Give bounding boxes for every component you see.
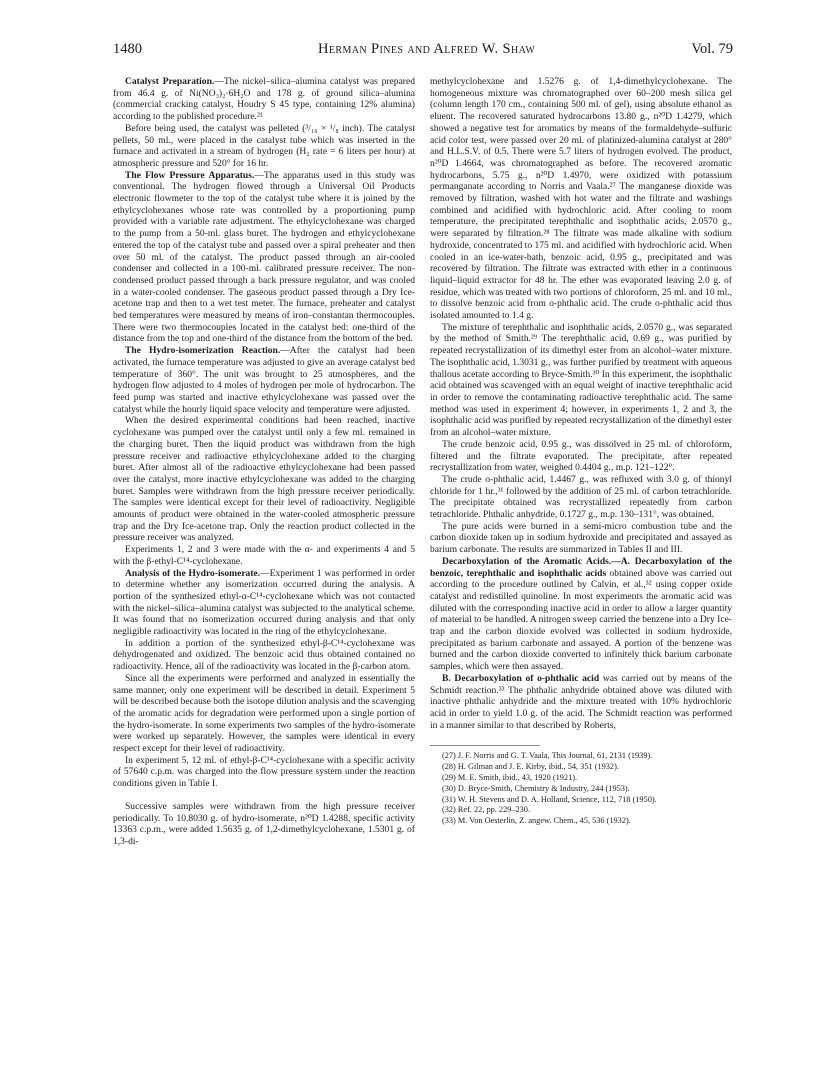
paragraph-text: The mixture of terephthalic and isophthalic acids, 2.0570 g., was separated by the method of Smith.²⁹ The terephthalic acid, 0.69 g., was purified by repeated recrystallization of its dimethyl ester from an alcohol–water mixture. The isophthalic acid, 1.3031 g., was further purified by treatment with aqueous thallous acetate according to Bryce-Smith.³⁰ In this experiment, the isophthalic acid obtained was scavenged with an equal weight of inactive terephthalic acid in order to remove the contaminating radioactive terephthalic acid. The same method was used in experiment 4; however, in experiments 1, 2 and 3, the isophthalic acid was purified by repeated recrystallization of the dimethyl ester from an alcohol–water mixture. bbox=[430, 321, 732, 439]
paragraph-text: —The apparatus used in this study was conventional. The hydrogen flowed through a Universal Oil Products electronic flowmeter to the top of the catalyst tube where it is joined by the ethylcyclohexanes whose rate was controlled by a proportioning pump provided with a variable rate adjustment. The ethylcyclohexane was charged to the pump from a 50-ml. glass buret. The hydrogen and ethylcyclohexane entered the top of the catalyst tube and passed over a spiral preheater and then over 50 ml. of the catalyst. The product passed through an air-cooled condenser and collected in a 100-ml. calibrated pressure receiver. The non-condensed product passed through a back pressure regulator, and was cooled in a water-cooled condenser. The gaseous product passed through a Dry Ice-acetone trap and then to a wet test meter. The furnace, preheater and catalyst bed temperatures were measured by means of iron–constantan thermocouples. There were two thermocouples located in the catalyst bed: one-third of the distance from the top and one-third of the distance from the bottom of the bed. bbox=[113, 169, 415, 345]
paragraph bbox=[430, 322, 732, 439]
section-heading: The Flow Pressure Apparatus. bbox=[125, 169, 255, 181]
paragraph bbox=[430, 521, 732, 556]
volume-label: Vol. 79 bbox=[691, 41, 733, 57]
paragraph bbox=[430, 76, 732, 322]
section-heading: Analysis of the Hydro-isomerate. bbox=[125, 567, 261, 579]
paragraph bbox=[430, 673, 732, 732]
paragraph-text: In addition a portion of the synthesized ethyl-β-C¹⁴-cyclohexane was dehydrogenated and oxidized. The benzoic acid thus obtained contained no radioactivity. Hence, all of the radioactivity was located in the β-carbon atom. bbox=[113, 637, 415, 673]
paragraph bbox=[113, 170, 415, 346]
page-number: 1480 bbox=[113, 41, 142, 57]
section-heading: Catalyst Preparation. bbox=[125, 76, 215, 87]
paragraph bbox=[113, 673, 415, 755]
paragraph-text: —Experiment 1 was performed in order to determine whether any isomerization occurred during the analysis. A portion of the synthesized ethyl-α-C¹⁴-cyclohexane which was not contacted with the nickel–silica–alumina catalyst was subjected to the analytical scheme. It was found that no isomerization occurred during analysis and that only negligible radioactivity was located in the ring of the ethylcyclohexane. bbox=[113, 567, 415, 638]
footnote: (32) Ref. 22, pp. 229–230. bbox=[442, 805, 531, 815]
footnote: (28) H. Gilman and J. E. Kirby, ibid., 54, 351 (1932). bbox=[442, 762, 619, 772]
paragraph bbox=[113, 415, 415, 544]
section-heading: Decarboxylation of the Aromatic Acids.—A. Decarboxylation of the benzoic, terephthalic and isophthalic acids bbox=[430, 555, 732, 579]
paragraph-text: —After the catalyst had been activated, the furnace temperature was adjusted to give an average catalyst bed temperature of 360°. The unit was brought to 25 atmospheres, and the hydrogen flow adjusted to 4 moles of hydrogen per mole of hydrocarbon. The feed pump was started and inactive ethylcyclohexane was passed over the catalyst while the hourly liquid space velocity and temperature were adjusted. bbox=[113, 345, 415, 415]
paragraph bbox=[113, 76, 415, 123]
footnote: (27) J. F. Norris and G. T. Vaala, This Journal, 61, 2131 (1939). bbox=[442, 751, 653, 761]
right-column-text bbox=[430, 76, 732, 731]
footnote: (33) M. Von Oesterlin, Z. angew. Chem., 45, 536 (1932). bbox=[442, 816, 631, 826]
paragraph bbox=[113, 638, 415, 673]
paragraph bbox=[430, 439, 732, 474]
paragraph-text: The crude benzoic acid, 0.95 g., was dissolved in 25 ml. of chloroform, filtered and the filtrate evaporated. The precipitate, after repeated recrystallization from water, weighed 0.4404 g., m.p. 121–122°. bbox=[430, 438, 732, 474]
running-header bbox=[113, 40, 733, 60]
paragraph bbox=[113, 568, 415, 638]
section-heading: B. Decarboxylation of o-phthalic acid bbox=[442, 672, 600, 684]
paragraph-text: Before being used, the catalyst was pelleted (³/₁₆ × ¹/₈ inch). The catalyst pellets, 50 ml., were placed in the catalyst tube which was inserted in the furnace and activated in a stream of hydrogen (H₂ rate = 6 liters per hour) at atmospheric pressure and 520° for 16 hr. bbox=[113, 122, 415, 169]
paragraph-text: The crude o-phthalic acid, 1.4467 g., was refluxed with 3.0 g. of thionyl chloride for 1 hr.,³¹ followed by the addition of 25 ml. of carbon tetrachloride. The precipitate obtained was recrystallized repeatedly from carbon tetrachloride. Phthalic anhydride, 0.1727 g., m.p. 130–131°, was obtained. bbox=[430, 473, 732, 521]
paragraph-text: —The nickel–silica–alumina catalyst was prepared from 46.4 g. of Ni(NO₃)₂·6H₂O and 178 g. of ground silica–alumina (commercial cracking catalyst, Houdry S 45 type, containing 12% alumina) according to the published procedure.²¹ bbox=[113, 76, 415, 123]
paragraph-text: In experiment 5, 12 ml. of ethyl-β-C¹⁴-cyclohexane with a specific activity of 57640 c.p.m. was charged into the flow pressure system under the reaction conditions given in Table I. bbox=[113, 754, 415, 790]
paragraph-text: methylcyclohexane and 1.5276 g. of 1,4-dimethylcyclohexane. The homogeneous mixture was chromatographed over 60–200 mesh silica gel (column length 170 cm., containing 500 ml. of gel), using absolute ethanol as eluent. The recovered saturated hydrocarbons 13.80 g., n²⁰D 1.4279, which showed a negative test for aromatics by means of the formaldehyde–sulfuric acid color test, were passed over 20 ml. of platinized-alumina catalyst at 280° and H.L.S.V. of 0.5. There were 5.7 liters of hydrogen evolved. The product, n²⁰D 1.4664, was chromatographed as before. The recovered aromatic hydrocarbons, 5.75 g., n²⁰D 1.4970, were oxidized with potassium permanganate according to Norris and Vaala.²⁷ The manganese dioxide was removed by filtration, washed with hot water and the filtrate and washings combined and acidified with hydrochloric acid. After cooling to room temperature, the precipitated terephthalic and isophthalic acids, 2.0570 g., were separated by filtration.²⁸ The filtrate was made alkaline with sodium hydroxide, concentrated to 175 ml. and acidified with hydrochloric acid. When cooled in an ice-water-bath, benzoic acid, 0.95 g., precipitated and was recovered by filtration. The filtrate was extracted with ether in a continuous liquid–liquid extractor for 48 hr. The ether was evaporated leaving 2.0 g. of residue, which was treated with two portions of chloroform, 25 ml. and 10 ml., to dissolve benzoic acid from o-phthalic acid. The crude o-phthalic acid thus isolated amounted to 1.4 g. bbox=[430, 76, 732, 322]
paragraph bbox=[113, 755, 415, 790]
left-column bbox=[113, 76, 415, 848]
paragraph-text: Since all the experiments were performed and analyzed in essentially the same manner, only one experiment will be described in detail. Experiment 5 will be described because both the isotope dilution analysis and the scavenging of the aromatic acids for degradation were performed upon a single portion of the hydro-isomerate. In some experiments two samples of the hydro-isomerate were worked up separately. However, the samples were identical in every respect except for their level of radioactivity. bbox=[113, 672, 415, 755]
footnote: (30) D. Bryce-Smith, Chemistry & Industry, 244 (1953). bbox=[442, 783, 630, 793]
paragraph-text: obtained above was carried out according to the procedure outlined by Calvin, et al.,³² using copper oxide catalyst and redistilled quinoline. In most experiments the aromatic acid was diluted with the corresponding inactive acid in order to allow a larger quantity of material to be handled. A nitrogen sweep carried the benzene into a Dry Ice-trap and the carbon dioxide evolved was collected in sodium hydroxide, precipitated as barium carbonate and assayed. A portion of the benzene was burned and the carbon dioxide converted to infinitely thick barium carbonate samples, which were then assayed. bbox=[430, 567, 732, 673]
right-column bbox=[430, 76, 732, 827]
paragraph bbox=[113, 345, 415, 415]
paragraph-text: was carried out by means of the Schmidt reaction.³³ The phthalic anhydride obtained above was diluted with inactive phthalic anhydride and the mixture treated with 10% hydrochloric acid in order to yield 1.0 g. of the acid. The Schmidt reaction was performed in a manner similar to that described by Roberts, bbox=[430, 672, 733, 731]
paragraph-text: Successive samples were withdrawn from the high pressure receiver periodically. To 10.8030 g. of hydro-isomerate, n²⁰D 1.4288, specific activity 13363 c.p.m., were added 1.5635 g. of 1,2-dimethylcyclohexane, 1.5301 g. of 1,3-di- bbox=[113, 800, 415, 847]
paragraph bbox=[113, 544, 415, 567]
footnote: (29) M. E. Smith, ibid., 43, 1920 (1921). bbox=[442, 772, 578, 782]
section-heading: The Hydro-isomerization Reaction. bbox=[125, 345, 281, 357]
footnote-rule bbox=[430, 745, 540, 746]
paragraph-text: Experiments 1, 2 and 3 were made with the α- and experiments 4 and 5 with the β-ethyl-C¹⁴-cyclohexane. bbox=[113, 544, 415, 567]
running-head-authors: Herman Pines and Alfred W. Shaw bbox=[318, 41, 536, 57]
paragraph-text: When the desired experimental conditions had been reached, inactive cyclohexane was pumped over the catalyst until only a few ml. remained in the charging buret. Then the liquid product was withdrawn from the high pressure receiver and radioactive ethylcyclohexane added to the charging buret. After almost all of the radioactive ethylcyclohexane had been passed over the catalyst, more inactive ethylcyclohexane was added to the charging buret. Samples were withdrawn from the high pressure receiver periodically. The samples were identical except for their level of radioactivity. Negligible amounts of product were obtained in the water-cooled atmospheric pressure trap and the Dry Ice-acetone trap. Only the reaction product collected in the pressure receiver was analyzed. bbox=[113, 415, 415, 544]
paragraph bbox=[430, 474, 732, 521]
footnotes bbox=[430, 751, 732, 827]
paragraph-text: The pure acids were burned in a semi-micro combustion tube and the carbon dioxide taken up in sodium hydroxide and precipitated and assayed as barium carbonate. The results are summarized in Tables II and III. bbox=[430, 520, 732, 556]
paragraph bbox=[430, 556, 732, 673]
footnote: (31) W. H. Stevens and D. A. Holland, Science, 112, 718 (1950). bbox=[442, 794, 657, 804]
paragraph bbox=[113, 801, 415, 848]
paragraph bbox=[113, 123, 415, 170]
